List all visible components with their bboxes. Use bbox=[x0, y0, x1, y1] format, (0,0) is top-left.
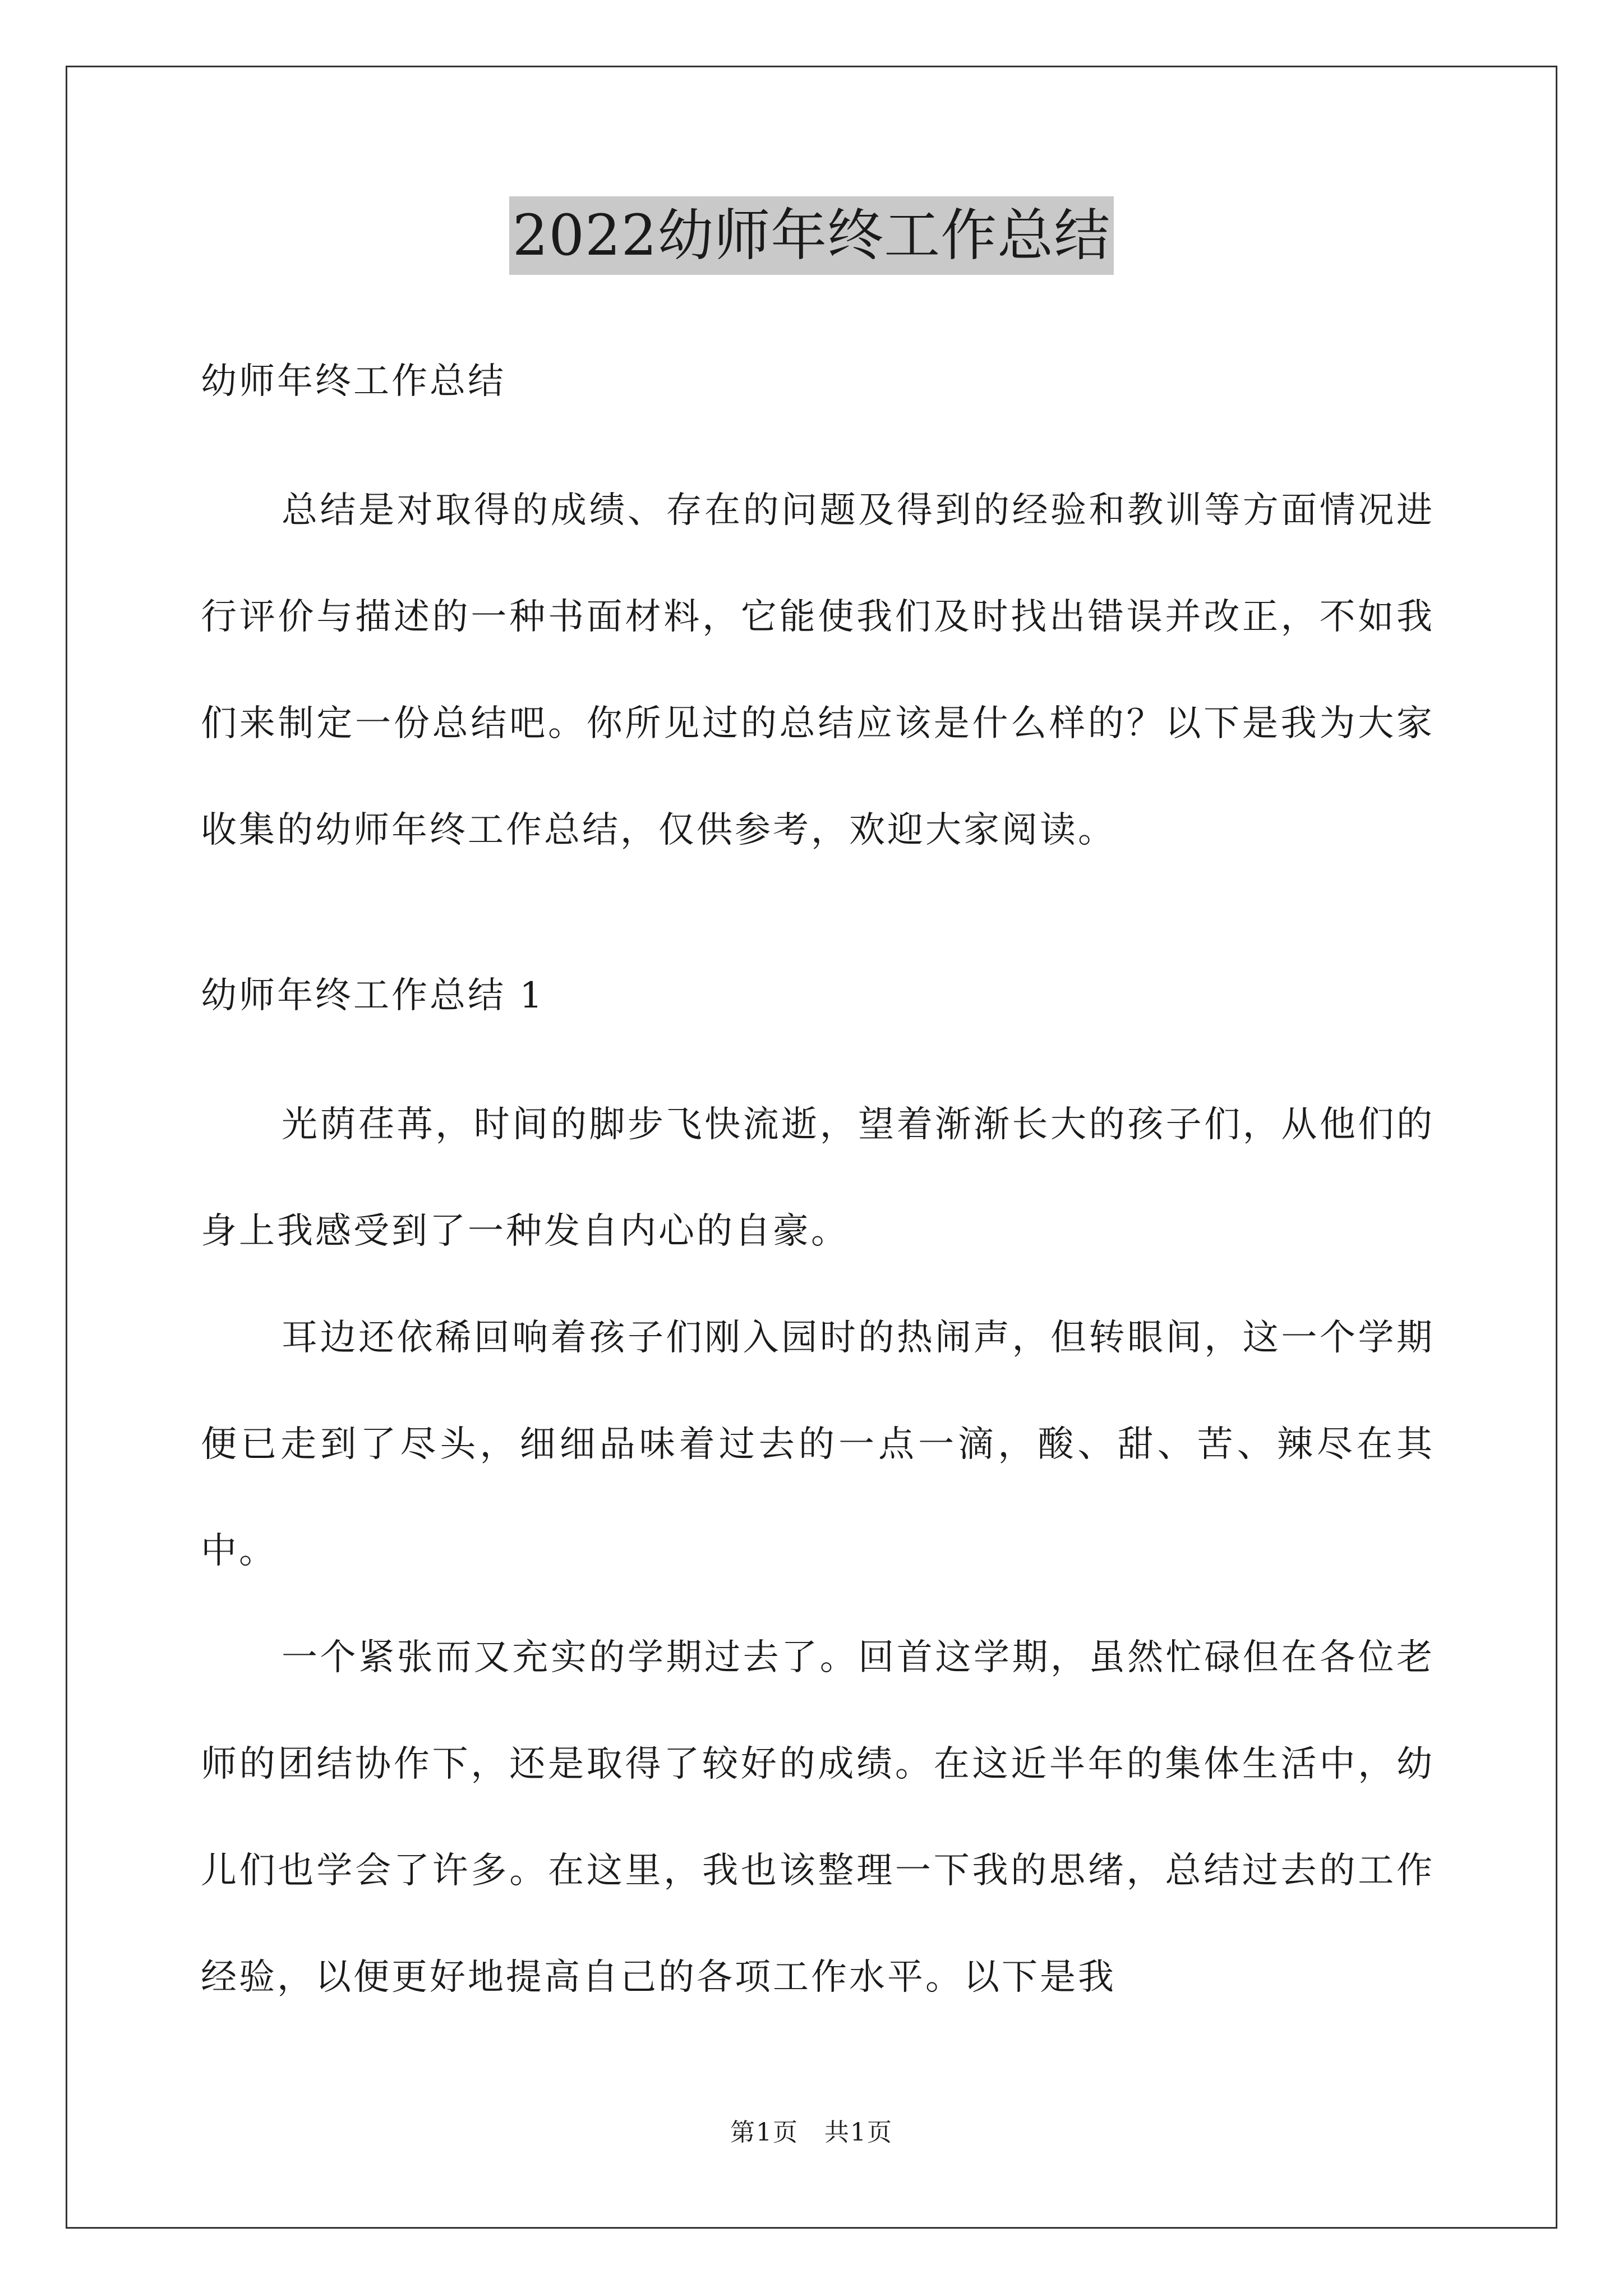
body-paragraph: 耳边还依稀回响着孩子们刚入园时的热闹声，但转眼间，这一个学期便已走到了尽头，细细品味着过去的一点一滴，酸、甜、苦、辣尽在其中。 bbox=[201, 1317, 1435, 1572]
document-body bbox=[201, 314, 1435, 2031]
section1-heading: 幼师年终工作总结 1 bbox=[201, 975, 545, 1016]
title-container bbox=[0, 196, 1623, 275]
body-paragraph: 一个紧张而又充实的学期过去了。回首这学期，虽然忙碌但在各位老师的团结协作下，还是取得了较好的成绩。在这近半年的集体生活中，幼儿们也学会了许多。在这里，我也该整理一下我的思绪，总结过去的工作经验，以便更好地提高自己的各项工作水平。以下是我 bbox=[201, 1637, 1435, 1998]
section-gap bbox=[201, 884, 1435, 973]
intro-paragraph: 总结是对取得的成绩、存在的问题及得到的经验和教训等方面情况进行评价与描述的一种书面材料，它能使我们及时找出错误并改正，不如我们来制定一份总结吧。你所见过的总结应该是什么样的？以下是我为大家收集的幼师年终工作总结，仅供参考，欢迎大家阅读。 bbox=[201, 490, 1435, 851]
document-title: 2022幼师年终工作总结 bbox=[509, 196, 1114, 275]
page-footer: 第1页 共1页 bbox=[730, 2118, 893, 2147]
intro-heading: 幼师年终工作总结 bbox=[201, 361, 506, 402]
body-paragraph: 光荫荏苒，时间的脚步飞快流逝，望着渐渐长大的孩子们，从他们的身上我感受到了一种发自内心的自豪。 bbox=[201, 1104, 1435, 1252]
